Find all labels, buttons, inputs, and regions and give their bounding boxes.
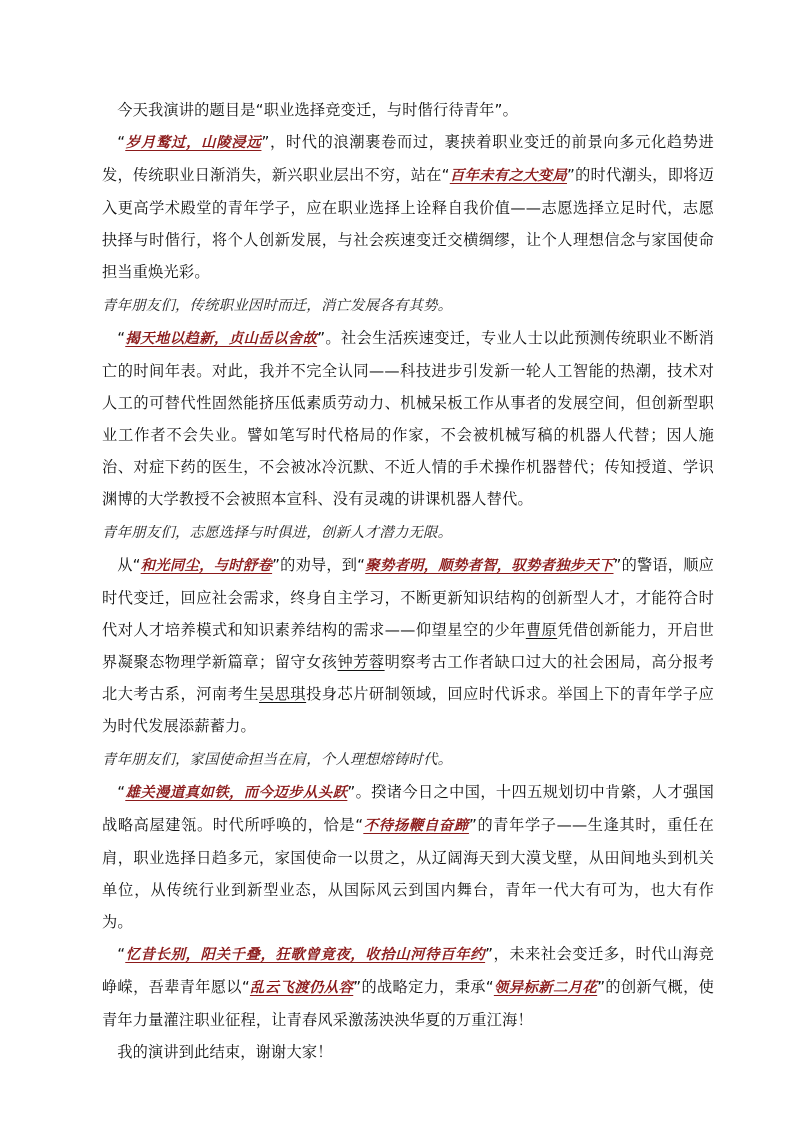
paragraph-text: ”。揆诸今日之中国，十四五规划切中肯綮，人才强国战略高屋建瓴。时代所呼唤的，恰是“ <box>102 783 714 834</box>
quote: 忆昔长别，阳关千叠，狂歌曾竟夜，收拾山河待百年约 <box>125 946 486 963</box>
paragraph-5: “忆昔长别，阳关千叠，狂歌曾竟夜，收拾山河待百年约”，未来社会变迁多，时代山海竞峥嵘，吾辈青年愿以“乱云飞渡仍从容”的战略定力，秉承“领异标新二月花”的创新气概，使青年力量灌注职业征程，让青春风采激荡泱泱华夏的万重江海！ <box>102 945 715 1029</box>
quote: 乱云飞渡仍从容 <box>249 979 354 996</box>
person-name: 曹原 <box>525 621 558 639</box>
paragraph-text: ”的警语，顺应时代变迁，回应社会需求，终身自主学习，不断更新知识结构的创新型人才，才能符合时代对人才培养模式和知识素养结构的需求——仰望星空的少年 <box>102 556 714 639</box>
subheading-3: 青年朋友们，家国使命担当在肩，个人理想熔铸时代。 <box>102 752 453 768</box>
paragraph-text: 明察考古工作者缺口过大的社会困局，高分报考北大考古系，河南考生 <box>102 653 714 703</box>
subheading-2: 青年朋友们，志愿选择与时俱进，创新人才潜力无限。 <box>102 525 453 541</box>
quote: 岁月鹜过，山陵浸远 <box>125 134 262 151</box>
paragraph-text: ”的战略定力，秉承“ <box>353 978 494 996</box>
quote: 百年未有之大变局 <box>449 167 567 184</box>
paragraph-3 <box>102 549 714 742</box>
quote: 聚势者明，顺势者智，驭势者独步天下 <box>365 557 614 574</box>
paragraph-2: “揭天地以趋新，贞山岳以舍故”。社会生活疾速变迁，专业人士以此预测传统职业不断消亡的时间年表。对此，我并不完全认同——科技进步引发新一轮人工智能的热潮，技术对人工的可替代性固然能挤压低素质劳动力、机械呆板工作从事者的发展空间，但创新型职业工作者不会失业。譬如笔写时代格局的作家，不会被机械写稿的机器人代替；因人施治、对症下药的医生，不会被冰冷沉默、不近人情的手术操作机器替代；传知授道、学识渊博的大学教授不会被照本宣科、没有灵魂的讲课机器人替代。 <box>102 329 714 508</box>
paragraph-1: “岁月鹜过，山陵浸远”，时代的浪潮裹卷而过，裹挟着职业变迁的前景向多元化趋势进发，传统职业日渐消失，新兴职业层出不穷，站在“百年未有之大变局”的时代潮头，即将迈入更高学术殿堂的青年学子，应在职业选择上诠释自我价值——志愿选择立足时代，志愿抉择与时偕行，将个人创新发展，与社会疾速变迁交横绸缪，让个人理想信念与家国使命担当重焕光彩。 <box>102 133 714 281</box>
quote: 领异标新二月花 <box>493 979 598 996</box>
title-text: 今天我演讲的题目是“职业选择竞变迁，与时偕行待青年”。 <box>117 101 519 119</box>
paragraph-text: 凭借创新能力，开启世界凝聚态物理学新篇章；留守女孩 <box>102 621 714 671</box>
paragraph-4: “雄关漫道真如铁，而今迈步从头跃”。揆诸今日之中国，十四五规划切中肯綮，人才强国战略高屋建瓴。时代所呼唤的，恰是“不待扬鞭自奋蹄”的青年学子——生逢其时，重任在肩，职业选择日趋多元，家国使命一以贯之，从辽阔海天到大漠戈壁，从田间地头到机关单位，从传统行业到新型业态，从国际风云到国内舞台，青年一代大有可为，也大有作为。 <box>102 783 714 931</box>
person-name: 吴思琪 <box>259 685 307 703</box>
quote: 揭天地以趋新，贞山岳以舍故 <box>125 330 318 347</box>
quote: 雄关漫道真如铁，而今迈步从头跃 <box>125 784 348 801</box>
speech-title-line <box>102 94 714 126</box>
quote: 和光同尘，与时舒卷 <box>140 557 273 574</box>
subheading-1: 青年朋友们，传统职业因时而迁，消亡发展各有其势。 <box>102 298 453 314</box>
paragraph-text: ”的青年学子——生逢其时，重任在肩，职业选择日趋多元，家国使命一以贯之，从辽阔海天到大漠戈壁，从田间地头到机关单位，从传统行业到新型业态，从国际风云到国内舞台，青年一代大有可为，也大有作为。 <box>102 816 714 931</box>
closing-text: 我的演讲到此结束，谢谢大家！ <box>117 1043 333 1061</box>
paragraph-text: ”的时代潮头，即将迈入更高学术殿堂的青年学子，应在职业选择上诠释自我价值——志愿选择立足时代，志愿抉择与时偕行，将个人创新发展，与社会疾速变迁交横绸缪，让个人理想信念与家国使命担当重焕光彩。 <box>102 166 714 281</box>
paragraph-text: 投身芯片研制领域，回应时代诉求。举国上下的青年学子应为时代发展添薪蓄力。 <box>102 685 714 735</box>
paragraph-text: ”的创新气概，使青年力量灌注职业征程，让青春风采激荡泱泱华夏的万重江海！ <box>102 978 715 1029</box>
paragraph-text: 从“ <box>117 556 141 574</box>
paragraph-text: ”，未来社会变迁多，时代山海竞峥嵘，吾辈青年愿以“ <box>102 945 714 996</box>
closing-line <box>102 1036 714 1068</box>
quote: 不待扬鞭自奋蹄 <box>363 817 469 834</box>
paragraph-text: ”的劝导，到“ <box>272 556 366 574</box>
person-name: 钟芳蓉 <box>337 653 385 671</box>
paragraph-text: ”。社会生活疾速变迁，专业人士以此预测传统职业不断消亡的时间年表。对此，我并不完全认同——科技进步引发新一轮人工智能的热潮，技术对人工的可替代性固然能挤压低素质劳动力、机械呆板工作从事者的发展空间，但创新型职业工作者不会失业。譬如笔写时代格局的作家，不会被机械写稿的机器人代替；因人施治、对症下药的医生，不会被冰冷沉默、不近人情的手术操作机器替代；传知授道、学识渊博的大学教授不会被照本宣科、没有灵魂的讲课机器人替代。 <box>102 329 714 508</box>
paragraph-text: ”，时代的浪潮裹卷而过，裹挟着职业变迁的前景向多元化趋势进发，传统职业日渐消失，新兴职业层出不穷，站在“ <box>102 133 714 184</box>
